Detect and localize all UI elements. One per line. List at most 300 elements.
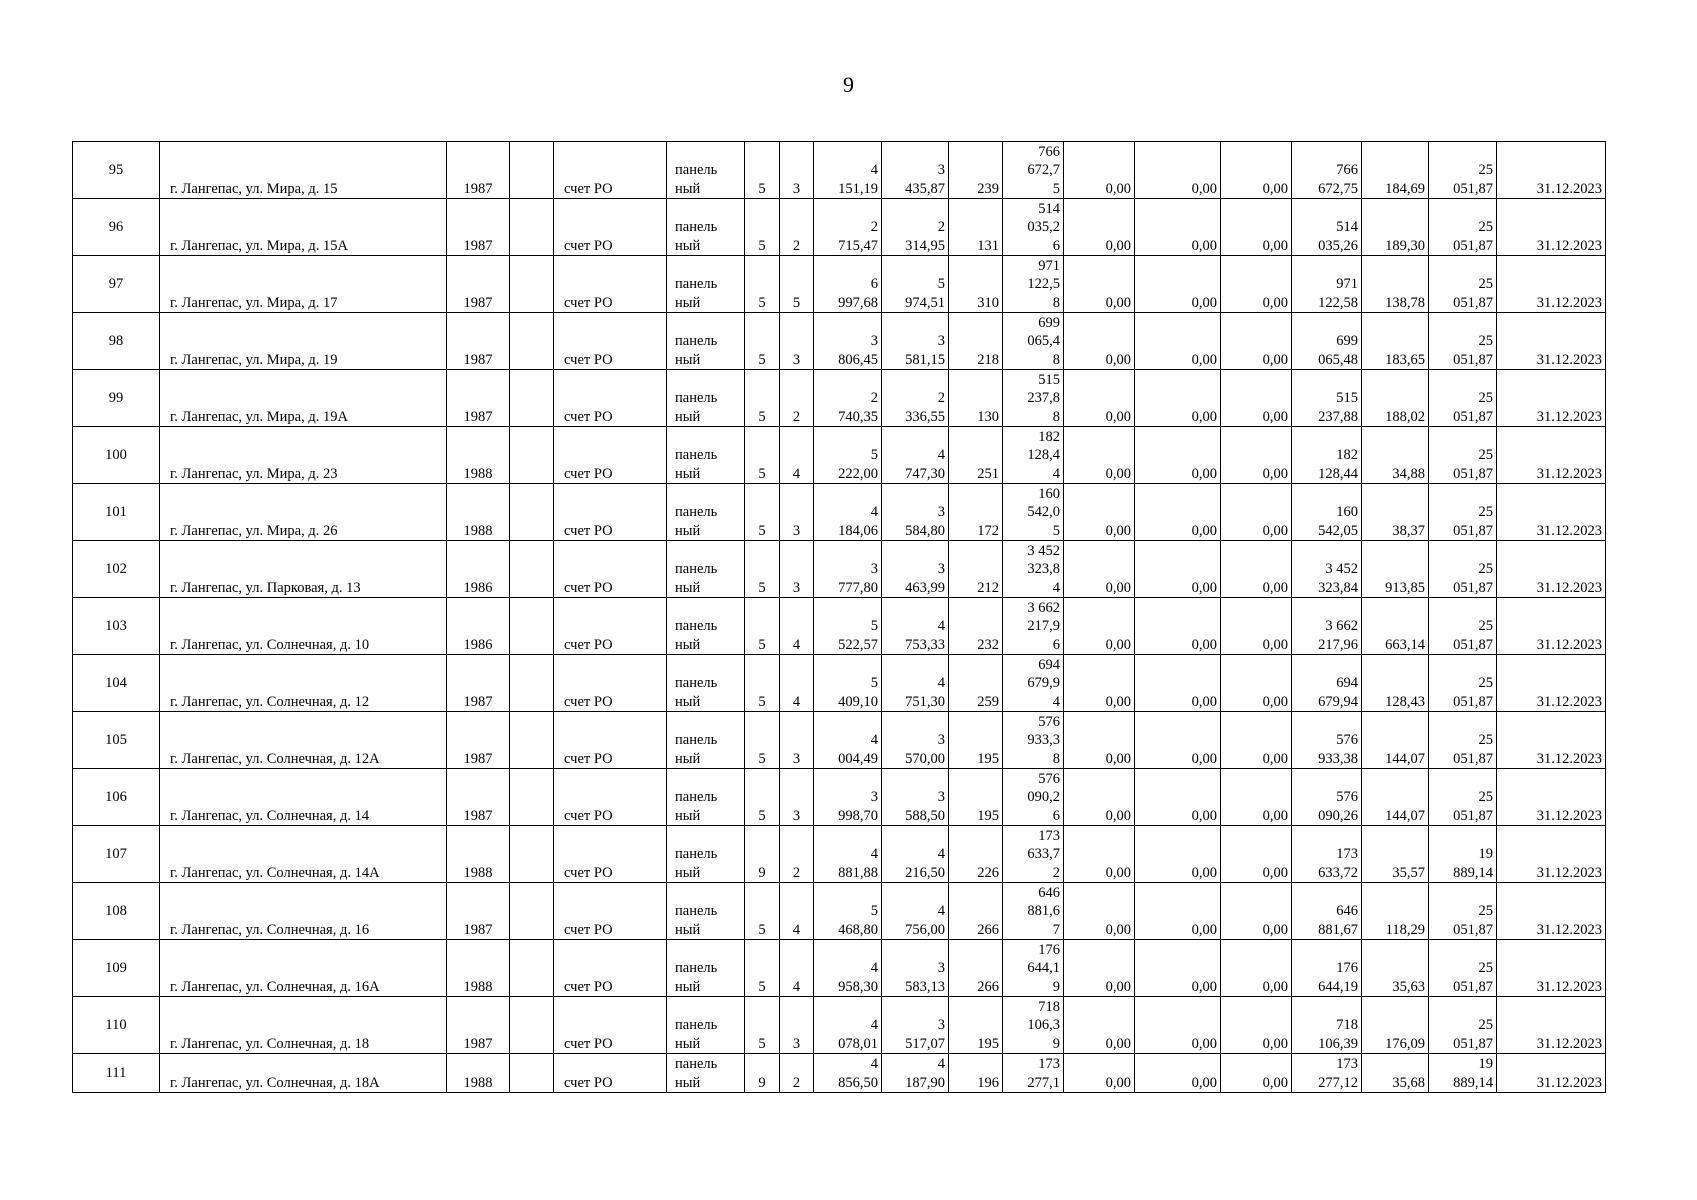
- fund-b-cell: 0,00: [1135, 769, 1221, 826]
- limit-per-m2-cell: 25 051,87: [1429, 997, 1497, 1054]
- deadline-cell: 31.12.2023: [1497, 142, 1606, 199]
- limit-per-m2-cell: 25 051,87: [1429, 883, 1497, 940]
- owner-fund-cell: 646 881,67: [1292, 883, 1362, 940]
- floors-cell: 5: [745, 256, 780, 313]
- living-area-cell: 2 314,95: [882, 199, 949, 256]
- wall-material-cell: панель ный: [667, 940, 745, 997]
- total-cost-cell: 173 633,7 2: [1003, 826, 1064, 883]
- wall-material-cell: панель ный: [667, 826, 745, 883]
- living-area-cell: 3 463,99: [882, 541, 949, 598]
- entrances-cell: 3: [780, 541, 814, 598]
- year-built-cell: 1987: [447, 712, 510, 769]
- floors-cell: 5: [745, 769, 780, 826]
- empty-cell: [510, 370, 554, 427]
- address-cell: г. Лангепас, ул. Солнечная, д. 14: [160, 769, 447, 826]
- fund-a-cell: 0,00: [1064, 598, 1135, 655]
- wall-material-cell: панель ный: [667, 427, 745, 484]
- deadline-cell: 31.12.2023: [1497, 427, 1606, 484]
- floors-cell: 5: [745, 484, 780, 541]
- total-area-cell: 4 958,30: [814, 940, 882, 997]
- cost-per-m2-cell: 35,68: [1362, 1054, 1429, 1093]
- deadline-cell: 31.12.2023: [1497, 370, 1606, 427]
- deadline-cell: 31.12.2023: [1497, 1054, 1606, 1093]
- total-cost-cell: 182 128,4 4: [1003, 427, 1064, 484]
- limit-per-m2-cell: 25 051,87: [1429, 142, 1497, 199]
- empty-cell: [510, 484, 554, 541]
- address-cell: г. Лангепас, ул. Мира, д. 15: [160, 142, 447, 199]
- table-row: [73, 484, 1606, 541]
- residents-cell: 259: [949, 655, 1003, 712]
- floors-cell: 5: [745, 598, 780, 655]
- empty-cell: [510, 940, 554, 997]
- total-cost-cell: 515 237,8 8: [1003, 370, 1064, 427]
- fund-c-cell: 0,00: [1221, 1054, 1292, 1093]
- deadline-cell: 31.12.2023: [1497, 712, 1606, 769]
- year-built-cell: 1987: [447, 256, 510, 313]
- cost-per-m2-cell: 38,37: [1362, 484, 1429, 541]
- account-type-cell: счет РО: [554, 427, 667, 484]
- table-row: [73, 199, 1606, 256]
- address-cell: г. Лангепас, ул. Мира, д. 23: [160, 427, 447, 484]
- table-row: [73, 541, 1606, 598]
- deadline-cell: 31.12.2023: [1497, 997, 1606, 1054]
- total-area-cell: 4 184,06: [814, 484, 882, 541]
- total-cost-cell: 160 542,0 5: [1003, 484, 1064, 541]
- year-built-cell: 1988: [447, 826, 510, 883]
- owner-fund-cell: 576 933,38: [1292, 712, 1362, 769]
- floors-cell: 5: [745, 541, 780, 598]
- table-body: [73, 142, 1606, 1093]
- residents-cell: 195: [949, 769, 1003, 826]
- empty-cell: [510, 826, 554, 883]
- total-area-cell: 5 522,57: [814, 598, 882, 655]
- limit-per-m2-cell: 25 051,87: [1429, 484, 1497, 541]
- fund-c-cell: 0,00: [1221, 199, 1292, 256]
- fund-b-cell: 0,00: [1135, 541, 1221, 598]
- address-cell: г. Лангепас, ул. Мира, д. 19: [160, 313, 447, 370]
- total-cost-cell: 176 644,1 9: [1003, 940, 1064, 997]
- total-area-cell: 6 997,68: [814, 256, 882, 313]
- year-built-cell: 1987: [447, 883, 510, 940]
- account-type-cell: счет РО: [554, 940, 667, 997]
- row-number-cell: 106: [73, 769, 160, 826]
- account-type-cell: счет РО: [554, 142, 667, 199]
- entrances-cell: 2: [780, 199, 814, 256]
- fund-a-cell: 0,00: [1064, 199, 1135, 256]
- fund-b-cell: 0,00: [1135, 142, 1221, 199]
- account-type-cell: счет РО: [554, 997, 667, 1054]
- table-row: [73, 256, 1606, 313]
- account-type-cell: счет РО: [554, 541, 667, 598]
- account-type-cell: счет РО: [554, 370, 667, 427]
- fund-b-cell: 0,00: [1135, 199, 1221, 256]
- deadline-cell: 31.12.2023: [1497, 541, 1606, 598]
- fund-b-cell: 0,00: [1135, 1054, 1221, 1093]
- cost-per-m2-cell: 138,78: [1362, 256, 1429, 313]
- limit-per-m2-cell: 25 051,87: [1429, 655, 1497, 712]
- total-cost-cell: 173 277,1: [1003, 1054, 1064, 1093]
- owner-fund-cell: 173 633,72: [1292, 826, 1362, 883]
- cost-per-m2-cell: 188,02: [1362, 370, 1429, 427]
- table-row: [73, 427, 1606, 484]
- deadline-cell: 31.12.2023: [1497, 655, 1606, 712]
- table-row: [73, 769, 1606, 826]
- fund-b-cell: 0,00: [1135, 712, 1221, 769]
- empty-cell: [510, 199, 554, 256]
- entrances-cell: 4: [780, 883, 814, 940]
- entrances-cell: 2: [780, 370, 814, 427]
- housing-registry-table: [72, 141, 1606, 1093]
- table-row: [73, 997, 1606, 1054]
- living-area-cell: 3 570,00: [882, 712, 949, 769]
- floors-cell: 5: [745, 997, 780, 1054]
- total-area-cell: 3 777,80: [814, 541, 882, 598]
- account-type-cell: счет РО: [554, 883, 667, 940]
- wall-material-cell: панель ный: [667, 1054, 745, 1093]
- floors-cell: 5: [745, 199, 780, 256]
- empty-cell: [510, 313, 554, 370]
- cost-per-m2-cell: 144,07: [1362, 712, 1429, 769]
- total-cost-cell: 699 065,4 8: [1003, 313, 1064, 370]
- account-type-cell: счет РО: [554, 1054, 667, 1093]
- living-area-cell: 4 753,33: [882, 598, 949, 655]
- residents-cell: 195: [949, 712, 1003, 769]
- cost-per-m2-cell: 35,63: [1362, 940, 1429, 997]
- table-row: [73, 826, 1606, 883]
- fund-a-cell: 0,00: [1064, 313, 1135, 370]
- year-built-cell: 1988: [447, 427, 510, 484]
- empty-cell: [510, 769, 554, 826]
- residents-cell: 266: [949, 940, 1003, 997]
- row-number-cell: 102: [73, 541, 160, 598]
- year-built-cell: 1988: [447, 484, 510, 541]
- year-built-cell: 1987: [447, 370, 510, 427]
- residents-cell: 218: [949, 313, 1003, 370]
- row-number-cell: 107: [73, 826, 160, 883]
- year-built-cell: 1986: [447, 598, 510, 655]
- owner-fund-cell: 694 679,94: [1292, 655, 1362, 712]
- page-number: 9: [843, 72, 854, 97]
- year-built-cell: 1986: [447, 541, 510, 598]
- limit-per-m2-cell: 25 051,87: [1429, 598, 1497, 655]
- floors-cell: 5: [745, 940, 780, 997]
- living-area-cell: 4 187,90: [882, 1054, 949, 1093]
- owner-fund-cell: 176 644,19: [1292, 940, 1362, 997]
- fund-a-cell: 0,00: [1064, 655, 1135, 712]
- owner-fund-cell: 718 106,39: [1292, 997, 1362, 1054]
- total-cost-cell: 646 881,6 7: [1003, 883, 1064, 940]
- total-area-cell: 5 409,10: [814, 655, 882, 712]
- fund-b-cell: 0,00: [1135, 256, 1221, 313]
- limit-per-m2-cell: 25 051,87: [1429, 940, 1497, 997]
- deadline-cell: 31.12.2023: [1497, 826, 1606, 883]
- living-area-cell: 5 974,51: [882, 256, 949, 313]
- cost-per-m2-cell: 663,14: [1362, 598, 1429, 655]
- table-row: [73, 1054, 1606, 1093]
- fund-c-cell: 0,00: [1221, 769, 1292, 826]
- fund-a-cell: 0,00: [1064, 142, 1135, 199]
- address-cell: г. Лангепас, ул. Парковая, д. 13: [160, 541, 447, 598]
- living-area-cell: 4 756,00: [882, 883, 949, 940]
- fund-b-cell: 0,00: [1135, 883, 1221, 940]
- owner-fund-cell: 173 277,12: [1292, 1054, 1362, 1093]
- address-cell: г. Лангепас, ул. Солнечная, д. 10: [160, 598, 447, 655]
- cost-per-m2-cell: 35,57: [1362, 826, 1429, 883]
- table-row: [73, 313, 1606, 370]
- year-built-cell: 1987: [447, 199, 510, 256]
- table-row: [73, 598, 1606, 655]
- wall-material-cell: панель ный: [667, 370, 745, 427]
- account-type-cell: счет РО: [554, 598, 667, 655]
- fund-a-cell: 0,00: [1064, 769, 1135, 826]
- limit-per-m2-cell: 25 051,87: [1429, 313, 1497, 370]
- living-area-cell: 4 216,50: [882, 826, 949, 883]
- cost-per-m2-cell: 913,85: [1362, 541, 1429, 598]
- owner-fund-cell: 160 542,05: [1292, 484, 1362, 541]
- deadline-cell: 31.12.2023: [1497, 313, 1606, 370]
- floors-cell: 5: [745, 712, 780, 769]
- row-number-cell: 101: [73, 484, 160, 541]
- year-built-cell: 1987: [447, 769, 510, 826]
- deadline-cell: 31.12.2023: [1497, 769, 1606, 826]
- fund-b-cell: 0,00: [1135, 997, 1221, 1054]
- total-area-cell: 4 004,49: [814, 712, 882, 769]
- limit-per-m2-cell: 19 889,14: [1429, 1054, 1497, 1093]
- total-area-cell: 4 881,88: [814, 826, 882, 883]
- account-type-cell: счет РО: [554, 484, 667, 541]
- empty-cell: [510, 997, 554, 1054]
- wall-material-cell: панель ный: [667, 199, 745, 256]
- empty-cell: [510, 256, 554, 313]
- fund-c-cell: 0,00: [1221, 712, 1292, 769]
- limit-per-m2-cell: 25 051,87: [1429, 256, 1497, 313]
- table-row: [73, 370, 1606, 427]
- empty-cell: [510, 1054, 554, 1093]
- owner-fund-cell: 576 090,26: [1292, 769, 1362, 826]
- fund-c-cell: 0,00: [1221, 940, 1292, 997]
- wall-material-cell: панель ный: [667, 484, 745, 541]
- owner-fund-cell: 3 452 323,84: [1292, 541, 1362, 598]
- cost-per-m2-cell: 189,30: [1362, 199, 1429, 256]
- floors-cell: 9: [745, 826, 780, 883]
- total-cost-cell: 514 035,2 6: [1003, 199, 1064, 256]
- total-cost-cell: 971 122,5 8: [1003, 256, 1064, 313]
- owner-fund-cell: 766 672,75: [1292, 142, 1362, 199]
- floors-cell: 5: [745, 883, 780, 940]
- residents-cell: 196: [949, 1054, 1003, 1093]
- account-type-cell: счет РО: [554, 712, 667, 769]
- floors-cell: 5: [745, 370, 780, 427]
- residents-cell: 310: [949, 256, 1003, 313]
- living-area-cell: 3 584,80: [882, 484, 949, 541]
- empty-cell: [510, 712, 554, 769]
- address-cell: г. Лангепас, ул. Мира, д. 15А: [160, 199, 447, 256]
- fund-a-cell: 0,00: [1064, 370, 1135, 427]
- limit-per-m2-cell: 25 051,87: [1429, 427, 1497, 484]
- row-number-cell: 96: [73, 199, 160, 256]
- living-area-cell: 4 751,30: [882, 655, 949, 712]
- limit-per-m2-cell: 25 051,87: [1429, 712, 1497, 769]
- row-number-cell: 103: [73, 598, 160, 655]
- total-cost-cell: 3 452 323,8 4: [1003, 541, 1064, 598]
- row-number-cell: 95: [73, 142, 160, 199]
- deadline-cell: 31.12.2023: [1497, 199, 1606, 256]
- fund-b-cell: 0,00: [1135, 427, 1221, 484]
- cost-per-m2-cell: 176,09: [1362, 997, 1429, 1054]
- entrances-cell: 3: [780, 142, 814, 199]
- total-cost-cell: 718 106,3 9: [1003, 997, 1064, 1054]
- deadline-cell: 31.12.2023: [1497, 484, 1606, 541]
- wall-material-cell: панель ный: [667, 769, 745, 826]
- living-area-cell: 2 336,55: [882, 370, 949, 427]
- fund-a-cell: 0,00: [1064, 1054, 1135, 1093]
- empty-cell: [510, 598, 554, 655]
- owner-fund-cell: 699 065,48: [1292, 313, 1362, 370]
- total-cost-cell: 576 933,3 8: [1003, 712, 1064, 769]
- living-area-cell: 3 583,13: [882, 940, 949, 997]
- fund-c-cell: 0,00: [1221, 598, 1292, 655]
- residents-cell: 172: [949, 484, 1003, 541]
- limit-per-m2-cell: 25 051,87: [1429, 769, 1497, 826]
- address-cell: г. Лангепас, ул. Мира, д. 26: [160, 484, 447, 541]
- row-number-cell: 110: [73, 997, 160, 1054]
- living-area-cell: 3 435,87: [882, 142, 949, 199]
- residents-cell: 266: [949, 883, 1003, 940]
- floors-cell: 5: [745, 427, 780, 484]
- total-cost-cell: 576 090,2 6: [1003, 769, 1064, 826]
- row-number-cell: 105: [73, 712, 160, 769]
- address-cell: г. Лангепас, ул. Мира, д. 19А: [160, 370, 447, 427]
- fund-b-cell: 0,00: [1135, 313, 1221, 370]
- fund-b-cell: 0,00: [1135, 370, 1221, 427]
- entrances-cell: 4: [780, 598, 814, 655]
- wall-material-cell: панель ный: [667, 598, 745, 655]
- row-number-cell: 99: [73, 370, 160, 427]
- empty-cell: [510, 655, 554, 712]
- wall-material-cell: панель ный: [667, 883, 745, 940]
- entrances-cell: 3: [780, 484, 814, 541]
- fund-c-cell: 0,00: [1221, 826, 1292, 883]
- residents-cell: 212: [949, 541, 1003, 598]
- fund-c-cell: 0,00: [1221, 484, 1292, 541]
- address-cell: г. Лангепас, ул. Солнечная, д. 16: [160, 883, 447, 940]
- row-number-cell: 100: [73, 427, 160, 484]
- fund-c-cell: 0,00: [1221, 997, 1292, 1054]
- account-type-cell: счет РО: [554, 769, 667, 826]
- account-type-cell: счет РО: [554, 256, 667, 313]
- fund-a-cell: 0,00: [1064, 484, 1135, 541]
- empty-cell: [510, 142, 554, 199]
- year-built-cell: 1987: [447, 655, 510, 712]
- owner-fund-cell: 971 122,58: [1292, 256, 1362, 313]
- total-area-cell: 4 151,19: [814, 142, 882, 199]
- cost-per-m2-cell: 183,65: [1362, 313, 1429, 370]
- total-cost-cell: 694 679,9 4: [1003, 655, 1064, 712]
- total-area-cell: 3 998,70: [814, 769, 882, 826]
- living-area-cell: 3 588,50: [882, 769, 949, 826]
- wall-material-cell: панель ный: [667, 541, 745, 598]
- fund-a-cell: 0,00: [1064, 997, 1135, 1054]
- fund-a-cell: 0,00: [1064, 712, 1135, 769]
- owner-fund-cell: 514 035,26: [1292, 199, 1362, 256]
- residents-cell: 251: [949, 427, 1003, 484]
- fund-b-cell: 0,00: [1135, 484, 1221, 541]
- limit-per-m2-cell: 25 051,87: [1429, 199, 1497, 256]
- cost-per-m2-cell: 118,29: [1362, 883, 1429, 940]
- fund-c-cell: 0,00: [1221, 256, 1292, 313]
- year-built-cell: 1988: [447, 1054, 510, 1093]
- address-cell: г. Лангепас, ул. Солнечная, д. 12: [160, 655, 447, 712]
- residents-cell: 195: [949, 997, 1003, 1054]
- fund-c-cell: 0,00: [1221, 427, 1292, 484]
- entrances-cell: 4: [780, 940, 814, 997]
- fund-b-cell: 0,00: [1135, 655, 1221, 712]
- address-cell: г. Лангепас, ул. Солнечная, д. 18А: [160, 1054, 447, 1093]
- total-area-cell: 2 715,47: [814, 199, 882, 256]
- fund-a-cell: 0,00: [1064, 541, 1135, 598]
- entrances-cell: 3: [780, 313, 814, 370]
- fund-c-cell: 0,00: [1221, 142, 1292, 199]
- entrances-cell: 3: [780, 712, 814, 769]
- total-area-cell: 3 806,45: [814, 313, 882, 370]
- total-area-cell: 2 740,35: [814, 370, 882, 427]
- living-area-cell: 3 517,07: [882, 997, 949, 1054]
- fund-a-cell: 0,00: [1064, 940, 1135, 997]
- row-number-cell: 104: [73, 655, 160, 712]
- account-type-cell: счет РО: [554, 826, 667, 883]
- fund-a-cell: 0,00: [1064, 826, 1135, 883]
- table-row: [73, 883, 1606, 940]
- address-cell: г. Лангепас, ул. Солнечная, д. 14А: [160, 826, 447, 883]
- account-type-cell: счет РО: [554, 313, 667, 370]
- row-number-cell: 109: [73, 940, 160, 997]
- wall-material-cell: панель ный: [667, 142, 745, 199]
- year-built-cell: 1987: [447, 997, 510, 1054]
- empty-cell: [510, 541, 554, 598]
- deadline-cell: 31.12.2023: [1497, 598, 1606, 655]
- fund-c-cell: 0,00: [1221, 370, 1292, 427]
- entrances-cell: 2: [780, 826, 814, 883]
- fund-a-cell: 0,00: [1064, 427, 1135, 484]
- living-area-cell: 3 581,15: [882, 313, 949, 370]
- residents-cell: 232: [949, 598, 1003, 655]
- residents-cell: 226: [949, 826, 1003, 883]
- cost-per-m2-cell: 128,43: [1362, 655, 1429, 712]
- empty-cell: [510, 427, 554, 484]
- total-area-cell: 4 856,50: [814, 1054, 882, 1093]
- fund-b-cell: 0,00: [1135, 598, 1221, 655]
- floors-cell: 5: [745, 313, 780, 370]
- fund-b-cell: 0,00: [1135, 940, 1221, 997]
- floors-cell: 9: [745, 1054, 780, 1093]
- cost-per-m2-cell: 144,07: [1362, 769, 1429, 826]
- deadline-cell: 31.12.2023: [1497, 883, 1606, 940]
- living-area-cell: 4 747,30: [882, 427, 949, 484]
- address-cell: г. Лангепас, ул. Мира, д. 17: [160, 256, 447, 313]
- table-row: [73, 655, 1606, 712]
- wall-material-cell: панель ный: [667, 256, 745, 313]
- address-cell: г. Лангепас, ул. Солнечная, д. 12А: [160, 712, 447, 769]
- residents-cell: 131: [949, 199, 1003, 256]
- row-number-cell: 97: [73, 256, 160, 313]
- fund-a-cell: 0,00: [1064, 883, 1135, 940]
- fund-c-cell: 0,00: [1221, 313, 1292, 370]
- row-number-cell: 108: [73, 883, 160, 940]
- wall-material-cell: панель ный: [667, 655, 745, 712]
- total-area-cell: 4 078,01: [814, 997, 882, 1054]
- owner-fund-cell: 182 128,44: [1292, 427, 1362, 484]
- entrances-cell: 3: [780, 769, 814, 826]
